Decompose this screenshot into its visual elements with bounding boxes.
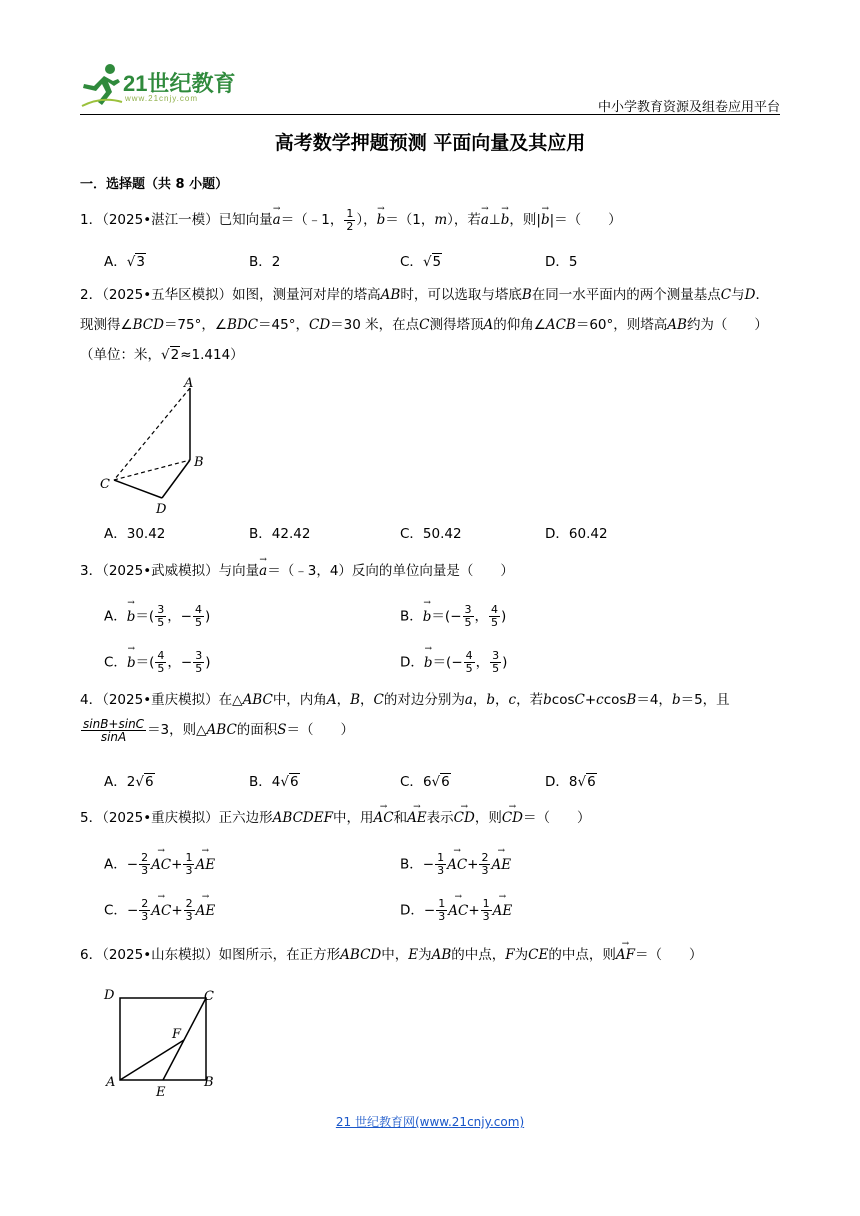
question-stem: 已知向量→ a＝（﹣1， $\frac{1}{2}$ ），→ b＝（1，m），若→ a⊥→ b，则|→ b|＝（ ） [219, 212, 622, 228]
question-4 [80, 685, 780, 745]
point-label-d: D [156, 502, 167, 517]
logo-subtext: www.21cnjy.com [125, 94, 198, 103]
point-label-c: C [204, 989, 214, 1004]
option-d[interactable]: D．8√6 [545, 774, 596, 790]
question-number: 2． [80, 287, 103, 303]
question-number: 6． [80, 947, 103, 963]
option-a[interactable]: A．30.42 [104, 526, 166, 542]
point-label-e: E [156, 1085, 166, 1100]
question-stem: 正六边形ABCDEF中，用→ AC和→ AE表示→ CD，则→ CD＝（ ） [219, 810, 591, 826]
question-6 [80, 940, 780, 970]
page-header [80, 62, 780, 116]
option-c[interactable]: C．→ b＝( $\frac{4}{5}$ ，− $\frac{3}{5}$ ) [104, 650, 210, 675]
question-number: 4． [80, 692, 103, 708]
option-d[interactable]: D．− $\frac{1}{3}$ → AC+ $\frac{1}{3}$ → AE [400, 898, 512, 923]
option-d[interactable]: D．60.42 [545, 526, 608, 542]
point-label-b: B [194, 455, 204, 470]
option-c[interactable]: C．− $\frac{2}{3}$ → AC+ $\frac{2}{3}$ → AE [104, 898, 215, 923]
option-b[interactable]: B．→ b＝(− $\frac{3}{5}$ ， $\frac{4}{5}$ ) [400, 604, 506, 629]
point-label-b: B [204, 1075, 214, 1090]
platform-name: 中小学教育资源及组卷应用平台 [597, 100, 780, 115]
logo [80, 62, 250, 110]
question-3 [80, 556, 780, 586]
question-stem: 如图，测量河对岸的塔高AB时，可以选取与塔底B在同一水平面内的两个测量基点C与D．现测得∠BCD＝75°，∠BDC＝45°，CD＝30 米，在点C测得塔顶A的仰角∠ACB＝60°，则塔高AB约为（ ）（单位：米，√2≈1.414） [80, 287, 769, 363]
header-divider [80, 114, 780, 115]
question-2 [80, 280, 780, 370]
question-source: （2025•重庆模拟） [102, 810, 219, 826]
option-a[interactable]: A．2√6 [104, 774, 154, 790]
point-label-d: D [104, 988, 115, 1003]
tower-figure [96, 372, 216, 518]
square-figure [100, 984, 224, 1100]
option-c[interactable]: C．50.42 [400, 526, 462, 542]
option-d[interactable]: D．5 [545, 254, 578, 270]
question-stem: 与向量→ a＝（﹣3，4）反向的单位向量是（ ） [219, 563, 514, 579]
question-number: 5． [80, 810, 103, 826]
option-c[interactable]: C．6√6 [400, 774, 450, 790]
question-5 [80, 803, 780, 833]
question-source: （2025•重庆模拟） [102, 692, 219, 708]
page-title: 高考数学押题预测 平面向量及其应用 [274, 132, 586, 154]
option-b[interactable]: B．42.42 [249, 526, 311, 542]
option-a[interactable]: A．→ b＝( $\frac{3}{5}$ ，− $\frac{4}{5}$ ) [104, 604, 210, 629]
question-number: 3． [80, 563, 103, 579]
point-label-a: A [106, 1075, 116, 1090]
question-1 [80, 205, 780, 235]
question-number: 1． [80, 212, 103, 228]
footer-link[interactable]: 21 世纪教育网(www.21cnjy.com) [335, 1115, 525, 1129]
question-source: （2025•五华区模拟） [102, 287, 233, 303]
option-a[interactable]: A．√3 [104, 254, 145, 270]
option-d[interactable]: D．→ b＝(− $\frac{4}{5}$ ， $\frac{3}{5}$ ) [400, 650, 507, 675]
question-source: （2025•武威模拟） [102, 563, 219, 579]
question-stem: 在△ABC中，内角A，B，C的对边分别为a，b，c，若bcosC+ccosB＝4，b＝5，且 $\frac{\sin B+\sin C}{\sin A}$ ＝3，则△ABC的面积S＝（ ） [83, 692, 730, 744]
point-label-f: F [172, 1027, 182, 1042]
point-label-a: A [184, 376, 194, 391]
option-b[interactable]: B．4√6 [249, 774, 299, 790]
option-b[interactable]: B．2 [249, 254, 281, 270]
point-label-c: C [100, 477, 110, 492]
question-source: （2025•山东模拟） [102, 947, 219, 963]
section-heading: 一．选择题（共 8 小题） [80, 177, 229, 192]
question-stem: 如图所示，在正方形ABCD中，E为AB的中点，F为CE的中点，则→ AF＝（ ） [219, 947, 703, 963]
option-a[interactable]: A．− $\frac{2}{3}$ → AC+ $\frac{1}{3}$ → AE [104, 852, 215, 877]
option-b[interactable]: B．− $\frac{1}{3}$ → AC+ $\frac{2}{3}$ → AE [400, 852, 511, 877]
option-c[interactable]: C．√5 [400, 254, 442, 270]
logo-text: 21世纪教育 [123, 71, 236, 96]
question-source: （2025•湛江一模） [102, 212, 219, 228]
runner-logo-icon [80, 62, 124, 108]
